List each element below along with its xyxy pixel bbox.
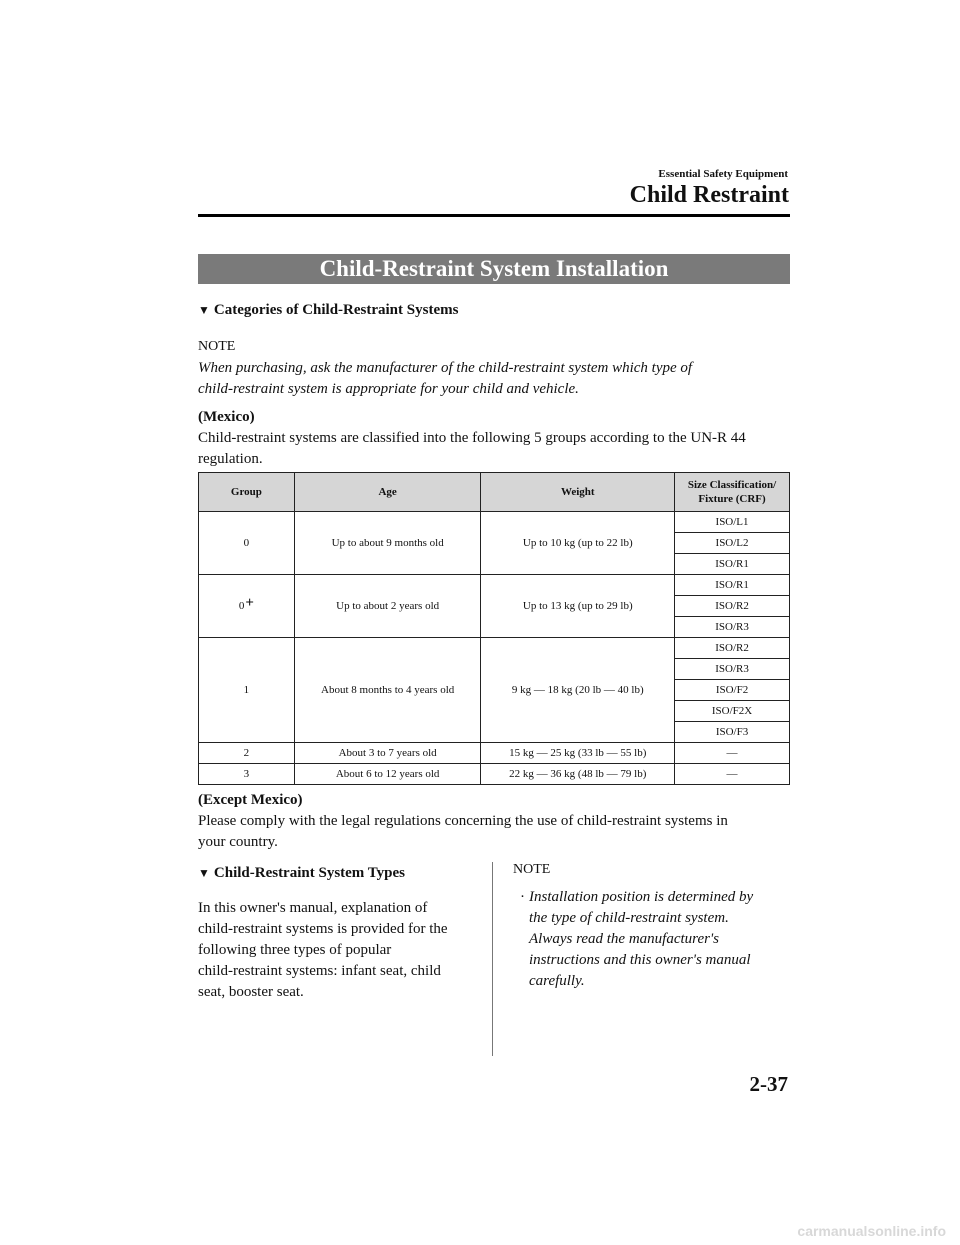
column-header-weight: Weight xyxy=(481,473,675,512)
categories-heading-text: Categories of Child-Restraint Systems xyxy=(213,302,459,318)
cell-age: Up to about 9 months old xyxy=(294,512,481,575)
cell-weight: Up to 13 kg (up to 29 lb) xyxy=(481,575,675,638)
types-text-line-3: following three types of popular xyxy=(198,942,392,958)
cell-size: — xyxy=(675,764,790,785)
triangle-down-icon: ▼ xyxy=(198,866,210,880)
page-number: 2-37 xyxy=(749,1072,788,1096)
header-rule xyxy=(198,214,790,217)
cell-group: 1 xyxy=(199,638,295,743)
types-text-line-5: seat, booster seat. xyxy=(198,984,304,1000)
header-section-title: Essential Safety Equipment xyxy=(658,168,788,180)
cell-size: ISO/R1 xyxy=(675,554,790,575)
cell-weight: 15 kg — 25 kg (33 lb — 55 lb) xyxy=(481,743,675,764)
types-note-line-2: the type of child-restraint system. xyxy=(529,910,729,926)
types-note-line-1-text: Installation position is determined by xyxy=(529,889,754,905)
size-header-line-1: Size Classification/ xyxy=(687,479,777,491)
header-chapter-title: Child Restraint xyxy=(629,182,789,208)
cell-age: About 8 months to 4 years old xyxy=(294,638,481,743)
cell-size: ISO/F2 xyxy=(675,680,790,701)
table-row xyxy=(199,638,790,659)
triangle-down-icon: ▼ xyxy=(198,303,210,317)
table-row xyxy=(199,743,790,764)
cell-group: 0 xyxy=(199,512,295,575)
except-mexico-label: (Except Mexico) xyxy=(198,792,303,808)
cell-group xyxy=(199,575,295,638)
cell-size: ISO/R3 xyxy=(675,659,790,680)
cell-size: ISO/F3 xyxy=(675,722,790,743)
cell-size: — xyxy=(675,743,790,764)
table-header-row xyxy=(199,473,790,512)
cell-size: ISO/R1 xyxy=(675,575,790,596)
column-header-size-classification xyxy=(675,473,790,512)
table-row xyxy=(199,764,790,785)
note-text-line-1: When purchasing, ask the manufacturer of the child-restraint system which type of xyxy=(198,360,693,376)
mexico-label: (Mexico) xyxy=(198,409,255,425)
cell-size: ISO/F2X xyxy=(675,701,790,722)
cell-weight: 9 kg — 18 kg (20 lb — 40 lb) xyxy=(481,638,675,743)
mexico-text-line-2: regulation. xyxy=(198,451,263,467)
cell-weight: Up to 10 kg (up to 22 lb) xyxy=(481,512,675,575)
cell-size: ISO/L2 xyxy=(675,533,790,554)
cell-weight: 22 kg — 36 kg (48 lb — 79 lb) xyxy=(481,764,675,785)
column-header-group: Group xyxy=(199,473,295,512)
cell-age: About 6 to 12 years old xyxy=(294,764,481,785)
child-restraint-groups-table xyxy=(198,472,790,785)
table-row xyxy=(199,512,790,533)
types-note-label: NOTE xyxy=(513,862,551,877)
except-mexico-text-line-2: your country. xyxy=(198,834,278,850)
types-note-line-4: instructions and this owner's manual xyxy=(529,952,751,968)
note-text-line-2: child-restraint system is appropriate for your child and vehicle. xyxy=(198,381,579,397)
types-text-line-2: child-restraint systems is provided for the xyxy=(198,921,448,937)
types-text-line-4: child-restraint systems: infant seat, child xyxy=(198,963,441,979)
cell-size: ISO/R2 xyxy=(675,596,790,617)
types-note-line-5: carefully. xyxy=(529,973,585,989)
types-text-line-1: In this owner's manual, explanation of xyxy=(198,900,428,916)
size-header-line-2: Fixture (CRF) xyxy=(698,493,766,505)
bullet-icon: · xyxy=(520,889,525,905)
types-note-line-1 xyxy=(520,887,753,908)
cell-group: 3 xyxy=(199,764,295,785)
except-mexico-text-line-1: Please comply with the legal regulations concerning the use of child-restraint systems in xyxy=(198,813,728,829)
watermark: carmanualsonline.info xyxy=(797,1223,946,1239)
categories-heading xyxy=(198,302,458,319)
cell-size: ISO/L1 xyxy=(675,512,790,533)
types-note-line-3: Always read the manufacturer's xyxy=(529,931,719,947)
cell-size: ISO/R2 xyxy=(675,638,790,659)
note-label: NOTE xyxy=(198,339,236,354)
plus-icon: + xyxy=(245,595,254,611)
section-banner: Child-Restraint System Installation xyxy=(198,254,790,284)
types-heading-text: Child-Restraint System Types xyxy=(213,865,406,881)
column-header-age: Age xyxy=(294,473,481,512)
cell-age: About 3 to 7 years old xyxy=(294,743,481,764)
table-row xyxy=(199,575,790,596)
group-number: 0 xyxy=(238,600,245,612)
cell-age: Up to about 2 years old xyxy=(294,575,481,638)
cell-size: ISO/R3 xyxy=(675,617,790,638)
cell-group: 2 xyxy=(199,743,295,764)
mexico-text-line-1: Child-restraint systems are classified into the following 5 groups according to the UN-R 44 xyxy=(198,430,746,446)
column-divider xyxy=(492,862,493,1056)
types-heading xyxy=(198,865,405,882)
